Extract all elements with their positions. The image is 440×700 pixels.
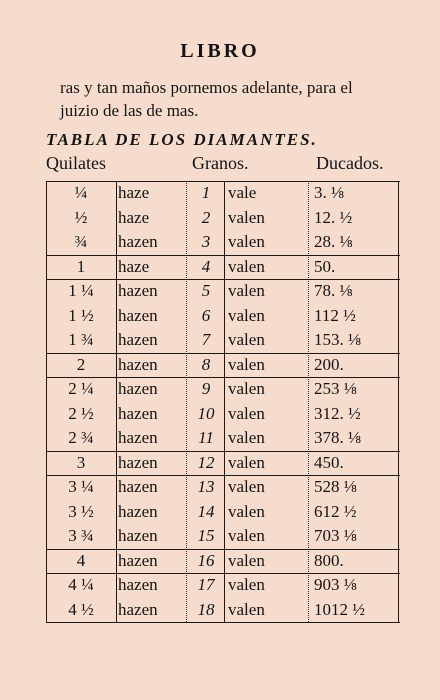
cell-ducados: 312. ½ [314,403,361,423]
cell-ducados: 200. [314,354,344,374]
cell-quilates: ¼ [74,183,88,202]
cell-granos: 7 [201,330,211,349]
body-text-line-1: ras y tan maños pornemos adelante, para el [60,78,353,97]
cell-valor: valen [228,477,265,496]
cell-valor: valen [228,452,265,472]
table-row [46,500,400,524]
cell-valor: valen [228,330,265,349]
cell-granos: 16 [197,550,215,570]
cell-quilates: 4 [76,550,86,570]
table-row [46,573,400,597]
cell-valor: valen [228,403,265,423]
row-divider [46,549,400,550]
cell-ducados: 903 ⅛ [314,575,357,594]
table-row [46,598,400,622]
cell-granos: 14 [197,501,215,521]
cell-granos: 5 [201,281,211,300]
column-header-ducados: Ducados. [316,153,384,173]
table-row [46,549,400,573]
column-header-quilates: Quilates [46,153,106,173]
table-row [46,279,400,303]
table-row [46,255,400,279]
cell-valor: valen [228,207,265,227]
body-text-line-2: juizio de las de mas. [60,101,199,120]
cell-granos: 4 [201,256,211,276]
cell-ducados: 1012 ½ [314,599,365,619]
cell-quilates: 3 ½ [68,501,94,521]
cell-valor: valen [228,428,265,447]
column-header-granos: Granos. [192,153,249,173]
cell-verb: hazen [118,354,158,374]
table-row [46,353,400,377]
cell-ducados: 253 ⅛ [314,379,357,398]
cell-quilates: 1 ¼ [68,281,94,300]
cell-valor: valen [228,379,265,398]
cell-quilates: ½ [74,207,88,227]
table-row [46,230,400,254]
cell-verb: hazen [118,477,158,496]
cell-ducados: 50. [314,256,336,276]
cell-verb: hazen [118,575,158,594]
cell-granos: 18 [197,599,215,619]
cell-verb: hazen [118,501,158,521]
cell-quilates: 2 ½ [68,403,94,423]
cell-granos: 8 [201,354,211,374]
table-border-bottom [46,622,400,623]
table-row [46,402,400,426]
cell-verb: hazen [118,452,158,472]
diamond-table [46,181,400,622]
cell-verb: hazen [118,526,158,545]
cell-ducados: 3. ⅛ [314,183,344,202]
cell-verb: haze [118,256,150,276]
cell-verb: hazen [118,281,158,300]
cell-ducados: 12. ½ [314,207,353,227]
table-row [46,524,400,548]
cell-quilates: 1 [76,256,86,276]
cell-verb: hazen [118,232,158,251]
cell-ducados: 112 ½ [314,305,356,325]
cell-ducados: 28. ⅛ [314,232,353,251]
row-divider [46,255,400,256]
cell-ducados: 378. ⅛ [314,428,361,447]
cell-ducados: 703 ⅛ [314,526,357,545]
table-row [46,426,400,450]
cell-granos: 1 [201,183,211,202]
cell-valor: valen [228,599,265,619]
cell-valor: valen [228,281,265,300]
cell-verb: hazen [118,305,158,325]
cell-verb: hazen [118,599,158,619]
cell-valor: valen [228,575,265,594]
table-row [46,377,400,401]
cell-verb: haze [118,207,150,227]
cell-granos: 17 [197,575,215,594]
cell-verb: hazen [118,550,158,570]
cell-quilates: 1 ¾ [68,330,94,349]
cell-quilates: 4 ¼ [68,575,94,594]
cell-valor: valen [228,305,265,325]
cell-quilates: 3 ¾ [68,526,94,545]
cell-verb: haze [118,183,150,202]
cell-valor: valen [228,256,265,276]
cell-quilates: 3 [76,452,86,472]
cell-quilates: 4 ½ [68,599,94,619]
cell-verb: hazen [118,428,158,447]
table-row [46,475,400,499]
table-row [46,206,400,230]
cell-valor: valen [228,526,265,545]
table-title: TABLA DE LOS DIAMANTES. [46,130,318,149]
cell-ducados: 450. [314,452,344,472]
cell-ducados: 153. ⅛ [314,330,361,349]
cell-valor: vale [228,183,257,202]
cell-valor: valen [228,354,265,374]
cell-granos: 10 [197,403,215,423]
cell-granos: 13 [197,477,215,496]
cell-granos: 12 [197,452,215,472]
cell-granos: 6 [201,305,211,325]
table-row [46,328,400,352]
cell-granos: 11 [198,428,214,447]
cell-verb: hazen [118,379,158,398]
cell-quilates: 1 ½ [68,305,94,325]
row-divider [46,451,400,452]
cell-quilates: ¾ [74,232,88,251]
cell-granos: 3 [201,232,211,251]
running-head: LIBRO [180,40,260,62]
cell-granos: 15 [197,526,215,545]
cell-quilates: 3 ¼ [68,477,94,496]
table-row [46,304,400,328]
cell-ducados: 528 ⅛ [314,477,357,496]
row-divider [46,353,400,354]
table-row [46,451,400,475]
cell-quilates: 2 ¼ [68,379,94,398]
cell-verb: hazen [118,403,158,423]
cell-granos: 9 [201,379,211,398]
cell-ducados: 800. [314,550,344,570]
cell-valor: valen [228,501,265,521]
cell-valor: valen [228,550,265,570]
cell-ducados: 612 ½ [314,501,357,521]
table-row [46,181,400,205]
cell-ducados: 78. ⅛ [314,281,353,300]
cell-quilates: 2 [76,354,86,374]
cell-valor: valen [228,232,265,251]
cell-verb: hazen [118,330,158,349]
cell-quilates: 2 ¾ [68,428,94,447]
cell-granos: 2 [201,207,211,227]
